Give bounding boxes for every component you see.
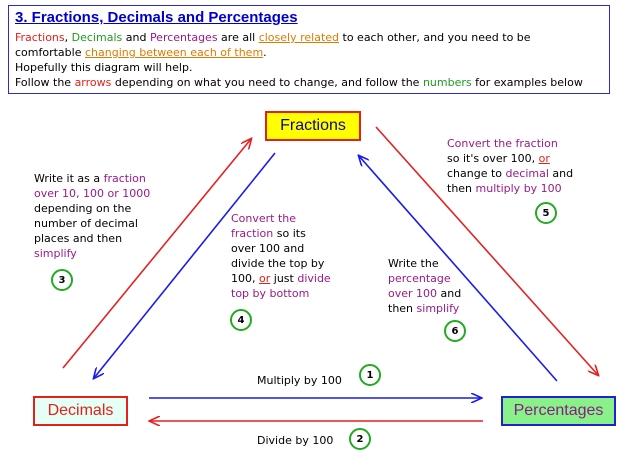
word-decimals: Decimals bbox=[71, 31, 123, 44]
note-5-decimal: decimal bbox=[505, 167, 549, 180]
note-6-over-100: over 100 bbox=[388, 287, 438, 300]
percentages-box: Percentages bbox=[501, 396, 616, 426]
text-sep: , bbox=[64, 31, 72, 44]
note-3-text-a: Write it as a bbox=[34, 172, 104, 185]
note-4 bbox=[231, 211, 331, 301]
note-3-simplify: simplify bbox=[34, 247, 77, 260]
word-numbers: numbers bbox=[422, 76, 472, 89]
closely-related-text: closely related bbox=[258, 31, 340, 44]
number-badge-4: 4 bbox=[230, 309, 252, 331]
note-5-text-f: and bbox=[548, 167, 574, 180]
text-follow: Follow the bbox=[15, 76, 75, 89]
text-rest: to each other, and you need to be bbox=[339, 31, 531, 44]
note-5-multiply: multiply by 100 bbox=[475, 182, 562, 195]
note-4-text-c: so its bbox=[273, 227, 306, 240]
intro-line-1 bbox=[15, 30, 603, 45]
text-end: for examples below bbox=[471, 76, 583, 89]
note-6 bbox=[388, 256, 461, 316]
changing-between-text: changing between each of them bbox=[84, 46, 264, 59]
note-6-text-d: and bbox=[437, 287, 462, 300]
intro-panel bbox=[8, 5, 610, 94]
note-5-or: or bbox=[538, 152, 550, 165]
note-3-over: over 10, 100 or 1000 bbox=[34, 187, 151, 200]
intro-line-4 bbox=[15, 75, 603, 90]
text-middle: depending on what you need to change, and follow the bbox=[111, 76, 423, 89]
note-4-text-d: over 100 and bbox=[231, 242, 305, 255]
note-3-fraction: fraction bbox=[103, 172, 146, 185]
note-4-or: or bbox=[259, 272, 271, 285]
number-badge-2: 2 bbox=[349, 428, 371, 450]
word-arrows: arrows bbox=[74, 76, 112, 89]
note-6-text-e: then bbox=[388, 302, 417, 315]
note-4-text-e: divide the top by bbox=[231, 257, 325, 270]
intro-line-2 bbox=[15, 45, 603, 60]
note-5-text-d: change to bbox=[447, 167, 506, 180]
note-3-text-e: number of decimal bbox=[34, 217, 138, 230]
text-are-all: are all bbox=[217, 31, 259, 44]
note-4-fraction: fraction bbox=[231, 227, 274, 240]
text-comfortable: comfortable bbox=[15, 46, 85, 59]
number-badge-5: 5 bbox=[535, 202, 557, 224]
note-6-simplify: simplify bbox=[416, 302, 460, 315]
note-3-text-d: depending on the bbox=[34, 202, 132, 215]
note-6-percentage: percentage bbox=[388, 272, 451, 285]
text-and: and bbox=[122, 31, 150, 44]
note-4-divide: divide bbox=[297, 272, 331, 285]
note-5-text-b: so it's over 100, bbox=[447, 152, 539, 165]
word-fractions: Fractions bbox=[15, 31, 65, 44]
number-badge-6: 6 bbox=[444, 320, 466, 342]
number-badge-1: 1 bbox=[359, 364, 381, 386]
note-1: Multiply by 100 bbox=[257, 374, 342, 387]
text-period: . bbox=[263, 46, 267, 59]
note-5-text-a: Convert the fraction bbox=[447, 137, 558, 150]
page-title: 3. Fractions, Decimals and Percentages bbox=[15, 9, 298, 26]
fractions-box: Fractions bbox=[265, 111, 361, 141]
note-3-text-f: places and then bbox=[34, 232, 123, 245]
note-4-top-by-bottom: top by bottom bbox=[231, 287, 310, 300]
note-2: Divide by 100 bbox=[257, 434, 334, 447]
intro-line-3: Hopefully this diagram will help. bbox=[15, 61, 193, 74]
note-4-text-h: just bbox=[270, 272, 298, 285]
note-3 bbox=[34, 171, 150, 261]
word-percentages: Percentages bbox=[149, 31, 218, 44]
note-4-text-f: 100, bbox=[231, 272, 259, 285]
note-5 bbox=[447, 136, 573, 196]
note-6-text-a: Write the bbox=[388, 257, 439, 270]
decimals-box: Decimals bbox=[33, 396, 128, 426]
note-5-text-g: then bbox=[447, 182, 476, 195]
note-4-text-a: Convert the bbox=[231, 212, 297, 225]
number-badge-3: 3 bbox=[51, 269, 73, 291]
